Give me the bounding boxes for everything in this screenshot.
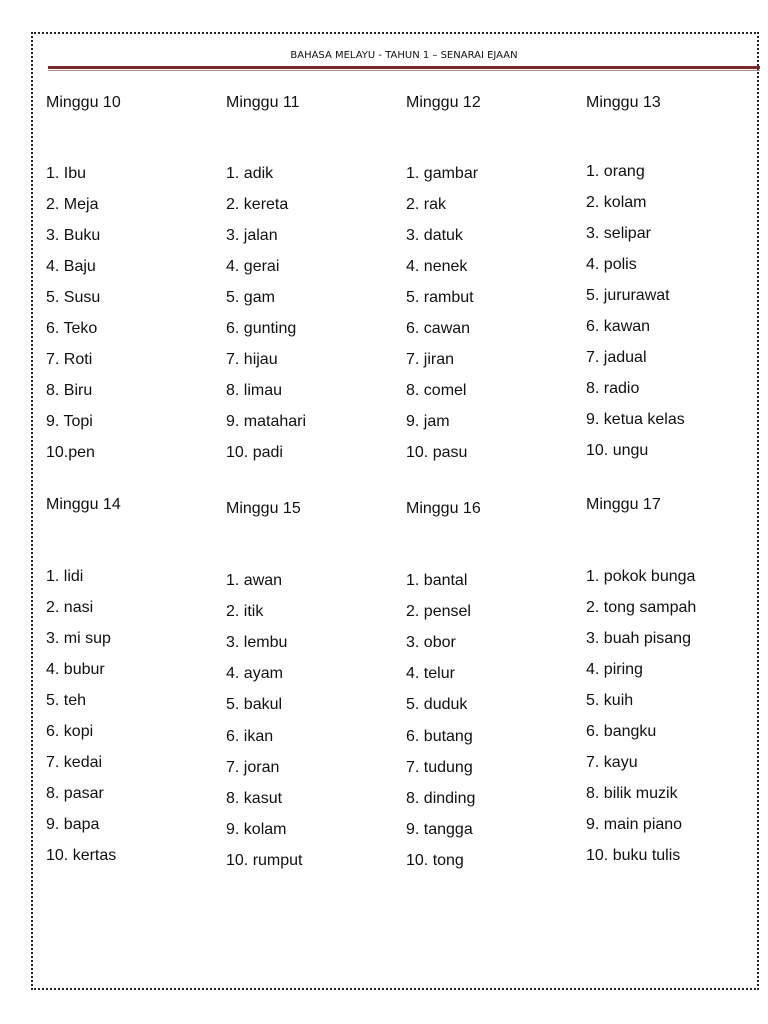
list-item: 6. cawan <box>406 320 471 337</box>
list-item: 5. jururawat <box>586 287 670 304</box>
list-item: 10.pen <box>46 444 95 461</box>
list-item: 8. pasar <box>46 785 104 802</box>
list-item: 7. joran <box>226 758 280 776</box>
list-item: 7. tudung <box>406 758 473 776</box>
list-item: 9. Topi <box>46 413 93 430</box>
list-item: 3. mi sup <box>46 630 111 647</box>
list-item: 7. Roti <box>46 351 93 368</box>
list-item: 6. gunting <box>226 320 297 337</box>
week-title: Minggu 16 <box>406 500 481 517</box>
week-title: Minggu 10 <box>46 94 121 111</box>
list-item: 2. rak <box>406 196 447 213</box>
list-item: 5. duduk <box>406 696 468 714</box>
list-item: 9. ketua kelas <box>586 411 685 428</box>
list-item: 2. Meja <box>46 196 99 213</box>
list-item: 2. kolam <box>586 194 647 211</box>
list-item: 2. itik <box>226 603 264 621</box>
week-title: Minggu 15 <box>226 500 301 517</box>
week-title: Minggu 12 <box>406 94 481 111</box>
list-item: 10. tong <box>406 851 464 869</box>
list-item: 7. kayu <box>586 754 638 771</box>
list-item: 9. tangga <box>406 820 473 838</box>
list-item: 6. kopi <box>46 723 94 740</box>
list-item: 3. Buku <box>46 227 101 244</box>
list-item: 8. limau <box>226 382 283 399</box>
header-rule <box>48 66 760 69</box>
list-item: 8. comel <box>406 382 467 399</box>
list-item: 10. pasu <box>406 444 468 461</box>
list-item: 8. radio <box>586 380 640 397</box>
list-item: 1. pokok bunga <box>586 568 696 585</box>
list-item: 9. jam <box>406 413 450 430</box>
list-item: 5. Susu <box>46 289 101 306</box>
list-item: 7. jiran <box>406 351 455 368</box>
list-item: 10. rumput <box>226 851 303 869</box>
list-item: 1. lidi <box>46 568 84 585</box>
list-item: 3. obor <box>406 634 456 652</box>
list-item: 1. adik <box>226 165 274 182</box>
list-item: 9. bapa <box>46 816 100 833</box>
list-item: 7. hijau <box>226 351 278 368</box>
header-rule-thin <box>48 70 760 71</box>
list-item: 4. telur <box>406 665 455 683</box>
list-item: 8. kasut <box>226 789 283 807</box>
list-item: 9. matahari <box>226 413 307 430</box>
list-item: 1. bantal <box>406 572 468 589</box>
list-item: 6. ikan <box>226 727 274 745</box>
list-item: 3. jalan <box>226 227 278 244</box>
list-item: 2. tong sampah <box>586 599 697 616</box>
list-item: 8. bilik muzik <box>586 785 678 802</box>
list-item: 10. kertas <box>46 847 117 864</box>
list-item: 4. gerai <box>226 258 280 275</box>
list-item: 2. pensel <box>406 603 471 621</box>
list-item: 4. nenek <box>406 258 468 275</box>
list-item: 6. kawan <box>586 318 651 335</box>
list-item: 8. dinding <box>406 789 476 807</box>
list-item: 4. Baju <box>46 258 96 275</box>
list-item: 5. bakul <box>226 696 283 714</box>
list-item: 2. kereta <box>226 196 289 213</box>
list-item: 8. Biru <box>46 382 93 399</box>
list-item: 7. jadual <box>586 349 647 366</box>
list-item: 5. rambut <box>406 289 474 306</box>
list-item: 1. gambar <box>406 165 479 182</box>
list-item: 2. nasi <box>46 599 94 616</box>
list-item: 1. Ibu <box>46 165 87 182</box>
week-title: Minggu 11 <box>226 94 300 111</box>
list-item: 4. bubur <box>46 661 105 678</box>
list-item: 9. kolam <box>226 820 287 838</box>
list-item: 5. gam <box>226 289 275 306</box>
list-item: 4. piring <box>586 661 643 678</box>
week-title: Minggu 13 <box>586 94 661 111</box>
list-item: 6. Teko <box>46 320 98 337</box>
list-item: 6. butang <box>406 727 473 745</box>
list-item: 6. bangku <box>586 723 657 740</box>
list-item: 5. kuih <box>586 692 634 709</box>
list-item: 9. main piano <box>586 816 683 833</box>
list-item: 10. buku tulis <box>586 847 681 864</box>
list-item: 7. kedai <box>46 754 103 771</box>
week-title: Minggu 17 <box>586 496 661 513</box>
list-item: 4. ayam <box>226 665 283 683</box>
list-item: 1. awan <box>226 572 283 589</box>
list-item: 1. orang <box>586 163 645 180</box>
list-item: 5. teh <box>46 692 87 709</box>
list-item: 3. datuk <box>406 227 463 244</box>
week-title: Minggu 14 <box>46 496 121 513</box>
list-item: 3. lembu <box>226 634 288 652</box>
list-item: 4. polis <box>586 256 637 273</box>
list-item: 10. padi <box>226 444 283 461</box>
list-item: 10. ungu <box>586 442 649 459</box>
list-item: 3. selipar <box>586 225 651 242</box>
page-header-title: BAHASA MELAYU - TAHUN 1 – SENARAI EJAAN <box>290 50 518 61</box>
list-item: 3. buah pisang <box>586 630 691 647</box>
